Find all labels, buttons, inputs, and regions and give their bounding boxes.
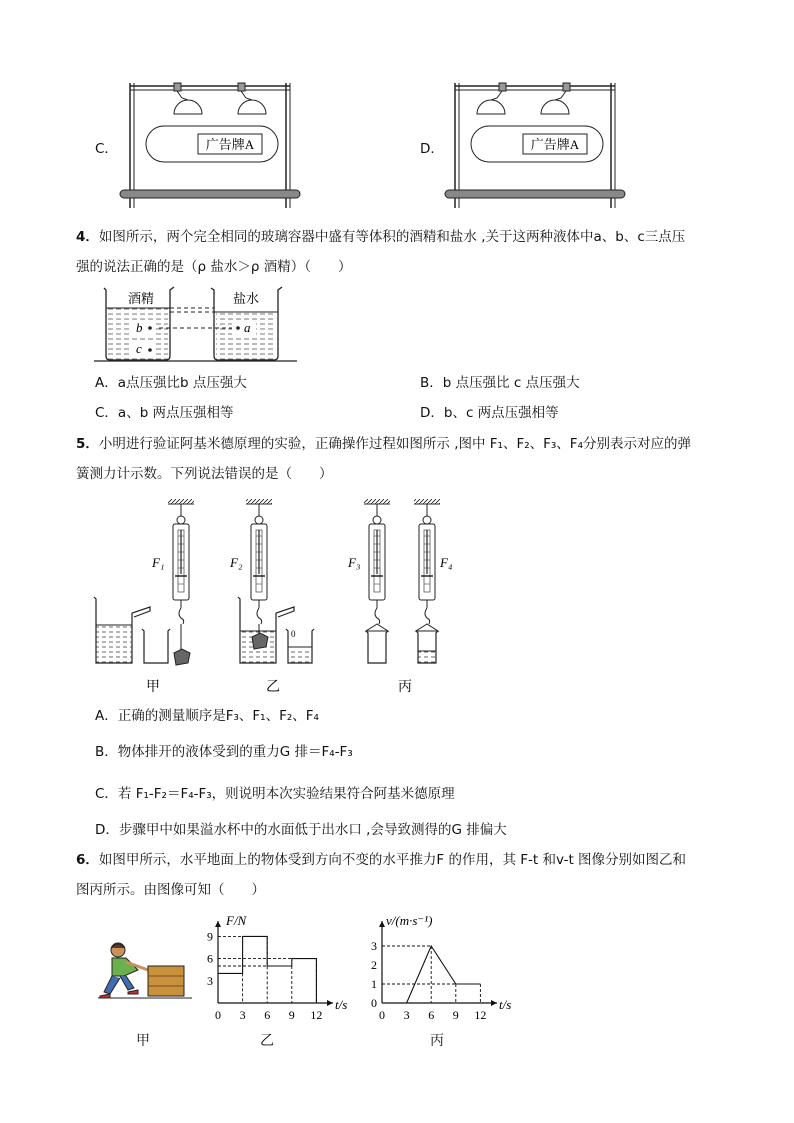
x-axis-label: t/s (335, 997, 348, 1012)
alcohol-label: 酒精 (127, 291, 155, 306)
q4-number: 4． (76, 229, 99, 245)
y-tick-label: 3 (371, 939, 377, 953)
brine-label: 盐水 (232, 291, 260, 306)
x-tick-label: 6 (428, 1008, 435, 1022)
option-d-label: D． (420, 141, 444, 157)
x-tick-label: 3 (403, 1008, 410, 1022)
f-t-chart (196, 908, 366, 1023)
fig-yi-q6: 乙 (260, 1034, 274, 1049)
x-tick-label: 9 (288, 1008, 295, 1022)
q6-stem-line2: 图丙所示。由图像可知（ ） (76, 882, 265, 898)
y-tick-label: 3 (207, 973, 213, 988)
x-tick-label: 12 (310, 1008, 323, 1022)
q5-option-b: B．物体排开的液体受到的重力G 排＝F₄-F₃ (95, 744, 353, 760)
q4-option-a: A．a点压强比b 点压强大 (95, 375, 247, 391)
option-c-label: C． (95, 141, 118, 157)
q4-stem-line1 (76, 227, 685, 247)
label-f4: F₄ (440, 555, 453, 570)
x-axis-arrow (327, 1000, 333, 1006)
fig-jia-q6: 甲 (136, 1034, 150, 1049)
x-tick-label: 12 (474, 1008, 487, 1022)
y-axis-label: v/(m·s⁻¹) (386, 913, 433, 928)
point-b: b (136, 320, 143, 335)
q5-number: 5． (76, 436, 99, 452)
fig-bing-q6: 丙 (430, 1034, 444, 1049)
q5-stem-text1: 小明进行验证阿基米德原理的实验，正确操作过程如图所示 ,图中 F₁、F₂、F₃、F₄分别表示对应的弹 (98, 436, 691, 452)
q5-option-a: A．正确的测量顺序是F₃、F₁、F₂、F₄ (95, 708, 319, 724)
y-axis-arrow (215, 921, 221, 927)
q4-option-b: B．b 点压强比 c 点压强大 (420, 375, 580, 391)
x-axis-label: t/s (499, 997, 512, 1012)
v-series-line (407, 946, 481, 1003)
q4-option-d: D．b、c 两点压强相等 (420, 405, 559, 421)
fig-jia-q5: 甲 (146, 680, 160, 695)
q5-option-d: D．步骤甲中如果溢水杯中的水面低于出水口 ,会导致测得的G 排偏大 (95, 822, 507, 838)
q3-figure-d (443, 78, 628, 213)
x-tick-label: 0 (215, 1008, 221, 1022)
q6-number: 6． (76, 852, 99, 868)
fig-bing-q5: 丙 (398, 680, 412, 695)
x-tick-label: 3 (239, 1008, 246, 1022)
q3-figure-c (118, 78, 303, 213)
q5-stem-line2: 簧测力计示数。下列说法错误的是（ ） (76, 466, 333, 482)
x-tick-label: 0 (379, 1008, 385, 1022)
q4-stem-line2: 强的说法正确的是（ρ 盐水＞ρ 酒精）（ ） (76, 259, 352, 275)
y-tick-label: 2 (371, 958, 377, 972)
q4-option-c: C．a、b 两点压强相等 (95, 405, 234, 421)
q5-option-c: C．若 F₁-F₂＝F₄-F₃，则说明本次实验结果符合阿基米德原理 (95, 786, 455, 802)
sign-text-c: 广告牌A (205, 137, 255, 152)
fig-yi-q5: 乙 (266, 680, 280, 695)
q6-person-pushing-box (98, 940, 193, 1005)
q4-figure (92, 282, 302, 368)
svg-text:0: 0 (291, 629, 296, 639)
q6-stem-text1: 如图甲所示，水平地面上的物体受到方向不变的水平推力F 的作用，其 F-t 和v-t 图像分别如图乙和 (98, 852, 687, 868)
q5-figure (88, 495, 458, 700)
x-tick-label: 6 (264, 1008, 271, 1022)
x-tick-label: 9 (452, 1008, 459, 1022)
y-tick-label: 0 (371, 996, 377, 1010)
point-c: c (136, 341, 142, 356)
label-f3: F₃ (348, 555, 361, 570)
y-axis-label: F/N (226, 913, 247, 928)
q6-stem-line1 (76, 850, 686, 870)
point-a: a (244, 320, 251, 335)
v-t-chart (360, 908, 530, 1023)
label-f2: F₂ (230, 555, 243, 570)
label-f1: F₁ (152, 555, 165, 570)
sign-text-d: 广告牌A (530, 137, 580, 152)
x-axis-arrow (491, 1000, 497, 1006)
q5-stem-line1 (76, 434, 691, 454)
y-tick-label: 6 (207, 951, 213, 966)
y-tick-label: 9 (207, 929, 213, 944)
q4-stem-text1: 如图所示，两个完全相同的玻璃容器中盛有等体积的酒精和盐水 ,关于这两种液体中a、b、c三点压 (98, 229, 686, 245)
y-tick-label: 1 (371, 977, 377, 991)
y-axis-arrow (379, 921, 385, 927)
